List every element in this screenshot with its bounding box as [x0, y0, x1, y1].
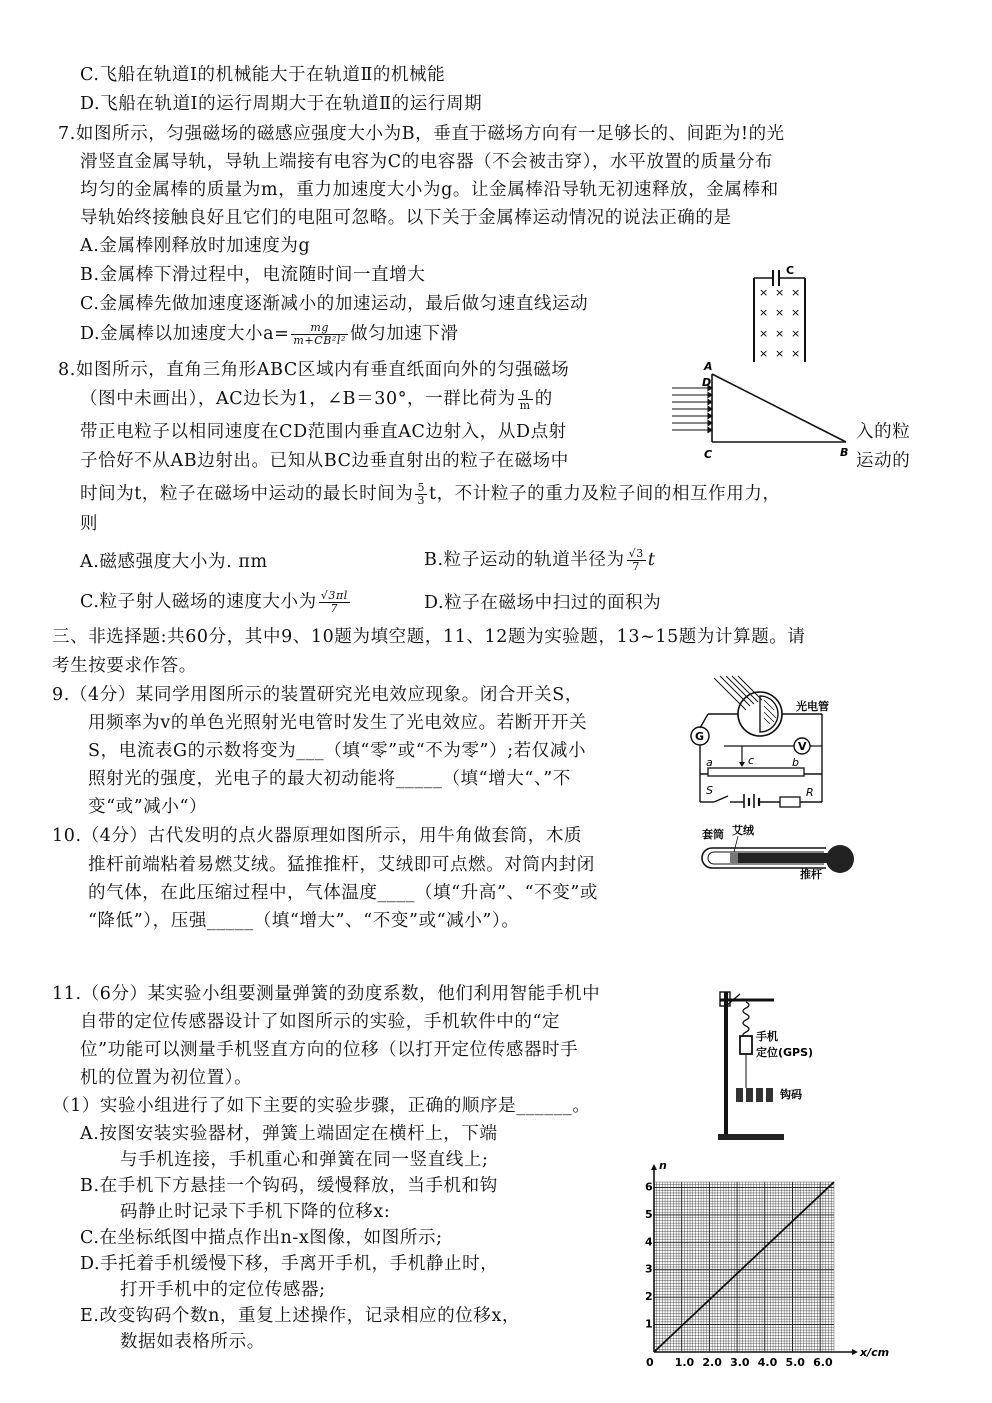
q7-option-d-suffix: 做匀加速下滑	[350, 324, 459, 344]
q7-option-d-fraction	[291, 322, 348, 347]
q11-line1: 11.（6分）某实验小组要测量弹簧的劲度系数，他们利用智能手机中	[52, 984, 601, 1004]
q9-line1: 9.（4分）某同学用图所示的装置研究光电效应现象。闭合开关S，	[52, 685, 583, 705]
q11-hooks-label: 钩码	[780, 1088, 802, 1101]
q9-label-s: S	[706, 784, 713, 797]
q8-label-c: C	[704, 448, 713, 461]
q8-option-b-fraction	[627, 548, 646, 573]
q8-option-c-fraction	[319, 590, 350, 615]
q8-option-b-num: √3	[628, 547, 644, 560]
q7-option-a: A.金属棒刚释放时加速度为g	[80, 236, 311, 256]
q9-figure	[684, 674, 844, 808]
q11-line2: 自带的定位传感器设计了如图所示的实验，手机软件中的“定	[80, 1012, 561, 1032]
field-cross: ×	[759, 347, 769, 360]
q7-stem-line3: 均匀的金属棒的质量为m，重力加速度大小为g。让金属棒沿导轨无初速释放，金属棒和	[80, 180, 779, 200]
x-tick-labels	[646, 1356, 833, 1369]
y-tick-label: 1	[645, 1317, 653, 1331]
x-tick-label: 0	[646, 1356, 654, 1369]
q8-option-d: D.粒子在磁场中扫过的面积为	[424, 593, 662, 613]
q7-stem-line1: 7.如图所示，匀强磁场的磁感应强度大小为B，垂直于磁场方向有一足够长的、间距为!的光	[58, 124, 785, 144]
field-cross: ×	[791, 347, 801, 360]
q9-label-c: c	[748, 754, 755, 767]
q11-apparatus-svg	[712, 984, 842, 1144]
q9-voltmeter-label: V	[798, 740, 807, 753]
q9-label-a: a	[706, 756, 713, 769]
q10-moxa-label: 艾绒	[732, 824, 754, 837]
y-tick-label: 3	[645, 1262, 653, 1276]
q6-option-d: D.飞船在轨道I的运行周期大于在轨道Ⅱ的运行周期	[80, 94, 483, 114]
x-tick-label: 4.0	[757, 1356, 778, 1369]
q8-stem-line2	[80, 387, 553, 412]
q7-figure-svg	[748, 266, 810, 362]
q7-option-d-prefix: D.金属棒以加速度大小a=	[80, 324, 290, 344]
q9-figure-svg	[684, 674, 844, 808]
q8-option-c	[80, 590, 352, 615]
field-cross: ×	[775, 306, 785, 319]
q7-option-b: B.金属棒下滑过程中，电流随时间一直增大	[80, 265, 426, 285]
q11-step-d-line2: 打开手机中的定位传感器;	[120, 1280, 326, 1300]
q9-label-r: R	[806, 786, 814, 799]
q11-step-a-line2: 与手机连接，手机重心和弹簧在同一竖直线上;	[120, 1150, 489, 1170]
field-cross: ×	[775, 347, 785, 360]
q9-line2: 用频率为v的单色光照射光电管时发生了光电效应。若断开开关	[88, 713, 588, 733]
q11-sub1: （1）实验小组进行了如下主要的实验步骤，正确的顺序是______。	[52, 1096, 591, 1116]
x-axis-label: x/cm	[860, 1346, 890, 1359]
q10-line4: “降低”），压强_____（填“增大”、“不变”或“减小”）。	[88, 911, 520, 931]
y-tick-label: 6	[645, 1180, 653, 1194]
q10-line1: 10.（4分）古代发明的点火器原理如图所示，用牛角做套筒，木质	[52, 826, 583, 846]
x-tick-label: 6.0	[813, 1356, 833, 1369]
field-cross: ×	[759, 327, 769, 340]
q11-apparatus-figure	[712, 984, 842, 1144]
q8-option-c-pre: C.粒子射人磁场的速度大小为	[80, 592, 317, 612]
q8-label-d: D	[702, 376, 712, 389]
q8-option-a: A.磁感强度大小为. πm	[80, 552, 268, 572]
q11-step-e-line1: E.改变钩码个数n，重复上述操作，记录相应的位移x，	[80, 1306, 521, 1326]
q8-time-fraction	[415, 482, 427, 507]
q8-stem-line3: 带正电粒子以相同速度在CD范围内垂直AC边射入，从D点射	[80, 422, 567, 442]
y-tick-label: 5	[645, 1207, 653, 1221]
q8-stem-line5-pre: 时间为t，粒子在磁场中运动的最长时间为	[80, 484, 414, 504]
q8-charge-ratio-den: m	[519, 399, 531, 412]
q9-line5: 变“或”减小“）	[88, 797, 208, 817]
q10-rod-label: 推杆	[800, 868, 822, 881]
q11-step-a-line1: A.按图安装实验器材，弹簧上端固定在横杆上，下端	[80, 1124, 498, 1144]
q10-figure-svg	[696, 824, 858, 882]
q9-line3: S，电流表G的示数将变为___（填“零”或“不为零”）;若仅减小	[88, 741, 587, 761]
nx-chart-svg	[640, 1159, 890, 1370]
q8-stem-line3-tail: 入的粒	[856, 422, 911, 442]
x-tick-label: 3.0	[730, 1356, 750, 1369]
q8-time-fraction-num: 5	[417, 481, 426, 494]
q8-charge-ratio	[518, 387, 533, 412]
section3-heading-line1: 三、非选择题:共60分，其中9、10题为填空题，11、12题为实验题，13~15题为计算题。请	[52, 627, 806, 647]
field-cross: ×	[775, 286, 785, 299]
q9-galvanometer-label: G	[695, 730, 705, 743]
q11-gps-label: 定位(GPS)	[756, 1046, 814, 1059]
q11-phone-label: 手机	[756, 1030, 778, 1043]
q11-step-b-line1: B.在手机下方悬挂一个钩码，缓慢释放，当手机和钩	[80, 1176, 498, 1196]
x-axis-arrow	[852, 1349, 858, 1355]
q6-option-c: C.飞船在轨道I的机械能大于在轨道Ⅱ的机械能	[80, 65, 446, 85]
x-tick-label: 5.0	[785, 1356, 805, 1369]
q7-option-d-denominator: m+CB²l²	[293, 334, 347, 347]
q11-line4: 机的位置为初位置）。	[80, 1068, 253, 1088]
field-cross: ×	[791, 327, 801, 340]
q7-option-c: C.金属棒先做加速度逐渐减小的加速运动，最后做匀速直线运动	[80, 294, 589, 314]
y-tick-labels	[645, 1180, 653, 1330]
q7-figure	[748, 266, 810, 362]
nx-chart	[640, 1159, 890, 1370]
q8-stem-line2-pre: （图中未画出），AC边长为1，∠B＝30°，一群比荷为	[80, 389, 516, 409]
q9-line4: 照射光的强度，光电子的最大初动能将_____（填“增大“、”不	[88, 769, 571, 789]
y-axis-label: n	[659, 1159, 667, 1172]
x-tick-label: 1.0	[674, 1356, 695, 1369]
q7-stem-line2: 滑竖直金属导轨，导轨上端接有电容为C的电容器（不会被击穿），水平放置的质量分布	[80, 152, 774, 172]
x-tick-label: 2.0	[702, 1356, 722, 1369]
q8-stem-line2-post: 的	[534, 389, 553, 409]
y-tick-label: 4	[645, 1235, 653, 1249]
q8-stem-line5-post: t，不计粒子的重力及粒子间的相互作用力，	[429, 484, 781, 504]
q8-figure	[668, 360, 858, 462]
q8-stem-line6: 则	[80, 514, 99, 534]
y-axis-arrow	[651, 1164, 657, 1170]
field-cross: ×	[791, 286, 801, 299]
q8-option-b	[424, 548, 655, 573]
q8-option-c-num: √3πl	[320, 589, 348, 602]
q7-option-d-numerator: mg	[291, 322, 348, 335]
q11-step-e-line2: 数据如表格所示。	[120, 1332, 265, 1352]
field-cross: ×	[775, 327, 785, 340]
q7-option-d	[80, 322, 459, 347]
q9-label-b: b	[792, 756, 799, 769]
field-cross: ×	[791, 306, 801, 319]
q8-option-b-post: t	[647, 550, 656, 570]
q10-line2: 推杆前端粘着易燃艾绒。猛推推杆，艾绒即可点燃。对筒内封闭	[88, 855, 595, 875]
q8-stem-line1: 8.如图所示，直角三角形ABC区域内有垂直纸面向外的匀强磁场	[58, 360, 570, 380]
section3-heading-line2: 考生按要求作答。	[52, 656, 197, 676]
y-tick-label: 2	[645, 1290, 653, 1304]
q7-capacitor-label: C	[786, 264, 795, 277]
q11-step-d-line1: D.手托着手机缓慢下移，手离开手机，手机静止时，	[80, 1254, 499, 1274]
q8-time-fraction-den: 3	[417, 494, 426, 507]
field-cross: ×	[759, 286, 769, 299]
q9-tube-label: 光电管	[796, 700, 829, 713]
q10-line3: 的气体，在此压缩过程中，气体温度____（填“升高”、“不变”或	[88, 883, 598, 903]
q11-line3: 位”功能可以测量手机竖直方向的位移（以打开定位传感器时手	[80, 1040, 579, 1060]
q8-label-a: A	[704, 360, 713, 373]
q8-figure-svg	[668, 360, 858, 462]
q11-step-c: C.在坐标纸图中描点作出n-x图像，如图所示;	[80, 1228, 443, 1248]
q10-sleeve-label: 套筒	[702, 828, 724, 841]
q8-label-b: B	[840, 446, 849, 459]
q8-option-b-den: 7	[632, 560, 641, 573]
field-cross: ×	[759, 306, 769, 319]
q8-option-b-pre: B.粒子运动的轨道半径为	[424, 550, 625, 570]
q10-figure	[696, 824, 858, 882]
q8-stem-line5	[80, 482, 781, 507]
q7-stem-line4: 导轨始终接触良好且它们的电阻可忽略。以下关于金属棒运动情况的说法正确的是	[80, 208, 732, 228]
q8-charge-ratio-num: q	[518, 387, 533, 400]
q8-option-c-den: 7	[330, 602, 339, 615]
q8-stem-line4: 子恰好不从AB边射出。已知从BC边垂直射出的粒子在磁场中	[80, 451, 569, 471]
q8-stem-line4-tail: 运动的	[856, 451, 911, 471]
q11-step-b-line2: 码静止时记录下手机下降的位移x:	[120, 1202, 391, 1222]
